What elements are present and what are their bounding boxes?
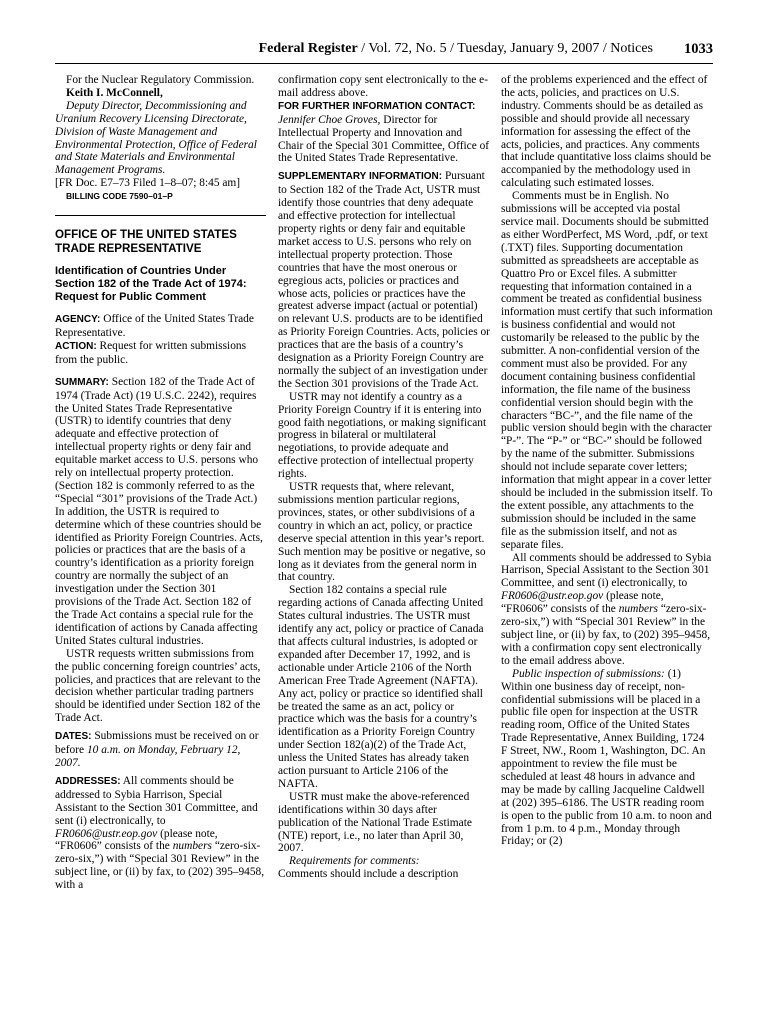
req3-text-3: “zero-six-zero-six,”) with “Special 301 Review” in the subject line, or (ii) by fax, to (202) 395–9458, with a confirmation copy sent electronically to the email address above. bbox=[501, 603, 711, 667]
column-3 bbox=[501, 74, 713, 848]
summary-paragraph bbox=[55, 376, 266, 648]
req3-text-1: All comments should be addressed to Sybia Harrison, Special Assistant to the Section 301 Committee, and sent (i) electronically, to bbox=[501, 551, 712, 590]
req3-text-2: (please note, “FR0606” consists of the bbox=[501, 590, 664, 616]
summary-text: Section 182 of the Trade Act of 1974 (Trade Act) (19 U.S.C. 2242), requires the United States Trade Representative (USTR) to identify countries that deny adequate and effective protection of intellectual property rights or deny fair and equitable market access to U.S. persons who rely on intellectual property protection. (Section 182 is commonly referred to as the “Special “301” provisions of the Trade Act.) In addition, the USTR is required to determine which of these countries should be identified as Priority Foreign Countries. Acts, policies or practices that are the basis of a country’s identification as a priority foreign country are normally the subject of an investigation under the Section 301 provisions of the Trade Act. Section 182 of the Trade Act contains a special rule for the identification of actions by Canada affecting United States cultural industries. bbox=[55, 375, 263, 647]
billing-code: BILLING CODE 7590–01–P bbox=[66, 191, 173, 202]
column-2 bbox=[278, 74, 490, 881]
addresses-text-2: (please note, “FR0606” consists of the bbox=[55, 827, 218, 853]
document-title: Identification of Countries Under Section 182 of the Trade Act of 1974: Request for Public Comment bbox=[55, 265, 247, 304]
req3-email-link[interactable]: FR0606@ustr.eop.gov bbox=[501, 590, 604, 603]
issue-info: / Vol. 72, No. 5 / Tuesday, January 9, 2007 / Notices bbox=[357, 41, 653, 56]
addresses-email-link[interactable]: FR0606@ustr.eop.gov bbox=[55, 827, 158, 840]
agency-text: Office of the United States Trade Representative. bbox=[55, 313, 254, 339]
prev-notice-for: For the Nuclear Regulatory Commission. bbox=[66, 74, 255, 86]
contact-name: Jennifer Choe Groves, bbox=[278, 113, 381, 126]
action-paragraph bbox=[55, 340, 266, 367]
supplementary-paragraph-5: USTR must make the above-referenced identifications within 30 days after publication of the National Trade Estimate (NTE) report, i.e., no later than April 30, 2007. bbox=[278, 790, 472, 855]
addresses-text-3: “zero-six-zero-six,”) with “Special 301 Review” in the subject line, or (ii) by fax, to (202) 395–9458, with a bbox=[55, 840, 265, 892]
agency-paragraph bbox=[55, 313, 266, 340]
public-inspection-heading: Public inspection of submissions: bbox=[512, 667, 665, 680]
addresses-continued: confirmation copy sent electronically to the e-mail address above. bbox=[278, 74, 489, 99]
prev-notice-signer: Keith I. McConnell, bbox=[66, 86, 163, 99]
dates-text: Submissions must be received on or before bbox=[55, 730, 259, 757]
fr-doc-line: [FR Doc. E7–73 Filed 1–8–07; 8:45 am] bbox=[55, 177, 241, 190]
supplementary-paragraph-4: Section 182 contains a special rule regarding actions of Canada affecting United States cultural industries. The USTR must identify any act, policy or practice of Canada that affects cultural industries, is adopted or expanded after December 17, 1992, and is actionable under Article 2106 of the North American Free Trade Agreement (NAFTA). Any act, policy or practice so identified shall be treated the same as an act, policy or practice which was the basis for a country’s identification as a Priority Foreign Country under Section 182(a)(2) of the Trade Act, unless the United States has already taken action pursuant to Article 2106 of the NAFTA. bbox=[278, 584, 484, 790]
public-inspection-paragraph bbox=[501, 668, 713, 849]
summary-label: SUMMARY: bbox=[55, 376, 109, 388]
requirements-text: Comments should include a description bbox=[278, 868, 459, 881]
requirements-paragraph-cont: of the problems experienced and the effect of the acts, policies, and practices on U.S. industry. Comments should be as detailed as possible and should provide all necessary information for assessing the effect of the acts, policies, and practices. Any comments that include quantitative loss claims should be accompanied by the methodology used in calculating such estimated losses. bbox=[501, 74, 712, 190]
addresses-numbers: numbers bbox=[172, 840, 212, 853]
section-divider bbox=[55, 215, 266, 216]
supplementary-paragraph bbox=[278, 170, 490, 390]
column-1 bbox=[55, 74, 266, 892]
supplementary-label: SUPPLEMENTARY INFORMATION: bbox=[278, 171, 443, 183]
dates-paragraph bbox=[55, 730, 266, 770]
addresses-text-1: All comments should be addressed to Sybia Harrison, Special Assistant to the Section 301 Committee, and sent (i) electronically, to bbox=[55, 774, 258, 827]
supplementary-paragraph-3: USTR requests that, where relevant, submissions mention particular regions, provinces, states, or other subdivisions of a country in which an act, policy, or practice deserve special attention in this year’s report. Such mention may be positive or negative, so long as it deviates from the general norm in that country. bbox=[278, 481, 486, 584]
addresses-paragraph bbox=[55, 775, 266, 892]
prev-notice-signer-title: Deputy Director, Decommissioning and Uranium Recovery Licensing Directorate, Division of Waste Management and Environmental Protection, Office of Federal and State Materials and Environmental Management Programs. bbox=[55, 99, 257, 177]
action-label: ACTION: bbox=[55, 340, 97, 352]
req3-numbers: numbers bbox=[618, 603, 658, 616]
journal-name: Federal Register bbox=[258, 41, 358, 56]
contact-text: Director for Intellectual Property and Innovation and Chair of the Special 301 Committee, Office of the United States Trade Representative. bbox=[278, 113, 490, 165]
page-header bbox=[55, 40, 713, 60]
dates-deadline: 10 a.m. on Monday, February 12, 2007. bbox=[55, 744, 241, 769]
page-number: 1033 bbox=[684, 41, 713, 57]
requirements-paragraph-2: Comments must be in English. No submissions will be accepted via postal service mail. Documents should be submitted as either WordPerfect, MS Word, .pdf, or text (.TXT) files. Supporting documentation submitted as spreadsheets are acceptable as Quattro Pro or Excel files. A submitter requesting that information contained in a comment be treated as confidential business information must certify that such information is business confidential and would not customarily be released to the public by the submitter. A non-confidential version of the comment must also be provided. For any document containing business confidential information, the file name of the business confidential version should begin with the characters “BC-”, and the file name of the public version should begin with the character “P-”. The “P-” or “BC-” should be followed by the name of the submitter. Submissions should not include separate cover letters; information that might appear in a cover letter should be included in the submission itself. To the extent possible, any attachments to the submission should be included in the same file as the submission itself, and not as separate files. bbox=[501, 190, 713, 551]
public-inspection-text: (1) Within one business day of receipt, non-confidential submissions will be placed in a public file open for inspection at the USTR reading room, Office of the United States Trade Representative, Annex Building, 1724 F Street, NW., Room 1, Washington, DC. An appointment to review the file must be scheduled at least 48 hours in advance and may be made by calling Jacqueline Caldwell at (202) 395–6186. The USTR reading room is open to the public from 10 a.m. to noon and from 1 p.m. to 4 p.m., Monday through Friday; or (2) bbox=[501, 667, 712, 848]
agency-label: AGENCY: bbox=[55, 314, 101, 326]
supplementary-text: Pursuant to Section 182 of the Trade Act, USTR must identify those countries that deny adequate and effective protection for intellectual property rights or deny fair and equitable market access to U.S. persons who rely on intellectual property protection. Those countries that have the most onerous or egregious acts, policies or practices and whose acts, policies or practices have the greatest adverse impact (actual or potential) on relevant U.S. products are to be identified as Priority Foreign Countries. Acts, policies or practices that are the basis of a country’s designation as a Priority Foreign Country are normally the subject of an investigation under the Section 301 provisions of the Trade Act. bbox=[278, 170, 490, 390]
requirements-heading: Requirements for comments: bbox=[289, 855, 420, 868]
addresses-label: ADDRESSES: bbox=[55, 775, 121, 787]
contact-label: FOR FURTHER INFORMATION CONTACT: bbox=[278, 100, 476, 112]
dates-label: DATES: bbox=[55, 731, 92, 743]
contact-paragraph bbox=[278, 100, 490, 166]
action-text: Request for written submissions from the public. bbox=[55, 339, 247, 366]
summary-paragraph-2: USTR requests written submissions from the public concerning foreign countries’ acts, policies, and practices that are relevant to the decision whether particular trading partners should be identified under Section 182 of the Trade Act. bbox=[55, 647, 261, 725]
header-rule bbox=[55, 63, 713, 64]
supplementary-paragraph-2: USTR may not identify a country as a Priority Foreign Country if it is entering into good faith negotiations, or making significant progress in bilateral or multilateral negotiations, to provide adequate and effective protection of intellectual property rights. bbox=[278, 390, 487, 481]
agency-heading: OFFICE OF THE UNITED STATES TRADE REPRESENTATIVE bbox=[55, 228, 237, 255]
running-head bbox=[259, 40, 653, 58]
requirements-paragraph-3 bbox=[501, 552, 713, 668]
